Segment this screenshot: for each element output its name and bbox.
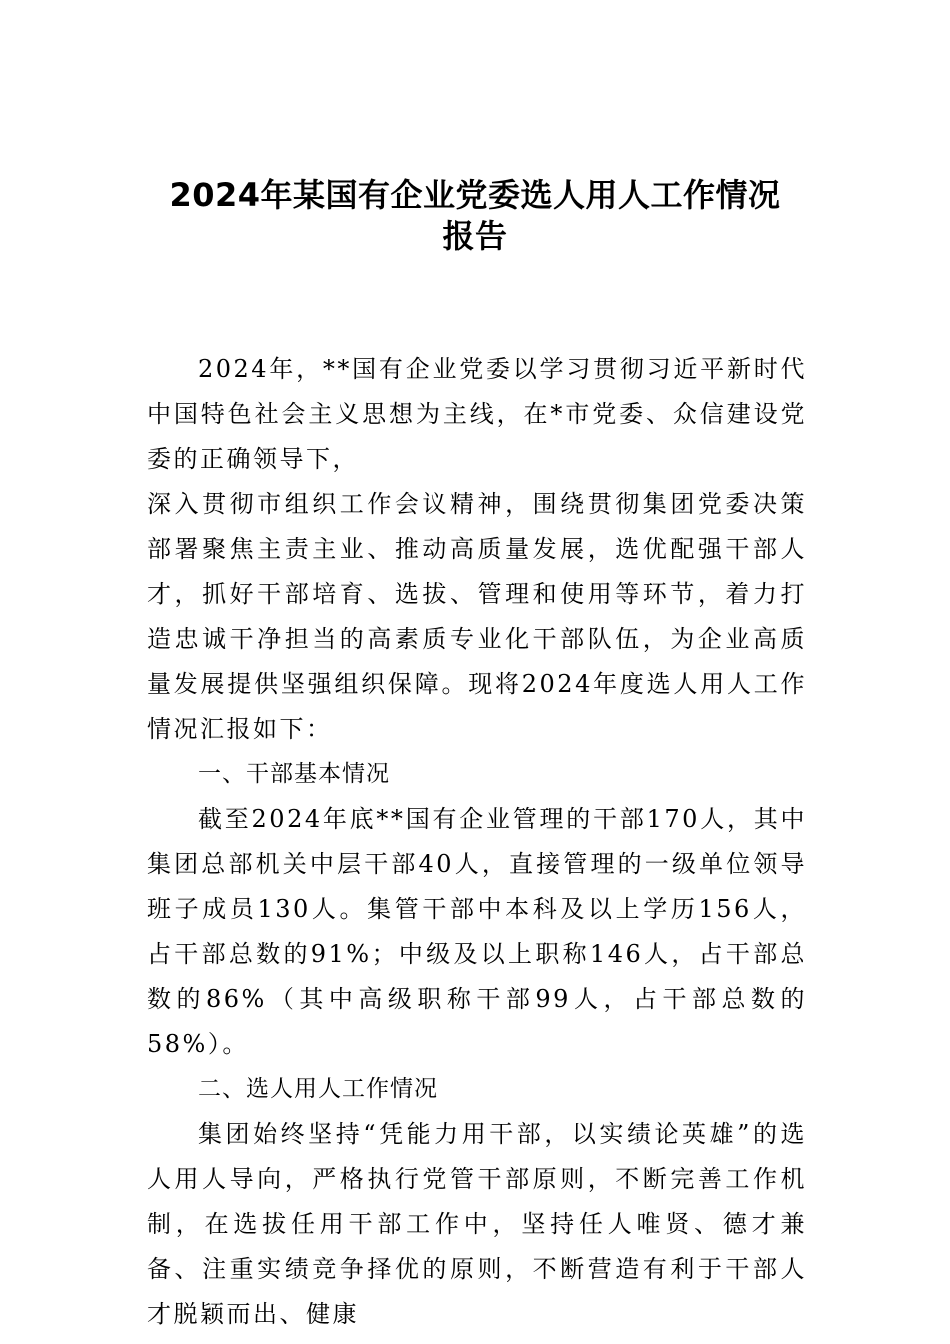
document-title-line-2: 报告 xyxy=(442,217,508,255)
document-body xyxy=(147,347,807,1337)
cadre-stats-paragraph: 截至2024年底**国有企业管理的干部170人，其中集团总部机关中层干部40人，直接管理的一级单位领导班子成员130人。集管干部中本科及以上学历156人，占干部总数的91%；中级及以上职称146人，占干部总数的86%（其中高级职称干部99人，占干部总数的58%）。 xyxy=(147,805,807,1058)
section-heading-1: 一、干部基本情况 xyxy=(198,761,390,787)
section-heading-2: 二、选人用人工作情况 xyxy=(198,1076,438,1102)
intro-paragraph: 2024年，**国有企业党委以学习贯彻习近平新时代中国特色社会主义思想为主线，在*市党委、众信建设党委的正确领导下， xyxy=(147,355,807,473)
document-title-line-1: 2024年某国有企业党委选人用人工作情况 xyxy=(169,176,781,214)
selection-work-paragraph: 集团始终坚持“凭能力用干部，以实绩论英雄”的选人用人导向，严格执行党管干部原则，不断完善工作机制，在选拔任用干部工作中，坚持任人唯贤、德才兼备、注重实绩竞争择优的原则，不断营造有利于干部人才脱颖而出、健康 xyxy=(147,1120,807,1328)
intro-continuation-paragraph: 深入贯彻市组织工作会议精神，围绕贯彻集团党委决策部署聚焦主责主业、推动高质量发展，选优配强干部人才，抓好干部培育、选拔、管理和使用等环节，着力打造忠诚干净担当的高素质专业化干部队伍，为企业高质量发展提供坚强组织保障。现将2024年度选人用人工作情况汇报如下： xyxy=(147,490,807,743)
